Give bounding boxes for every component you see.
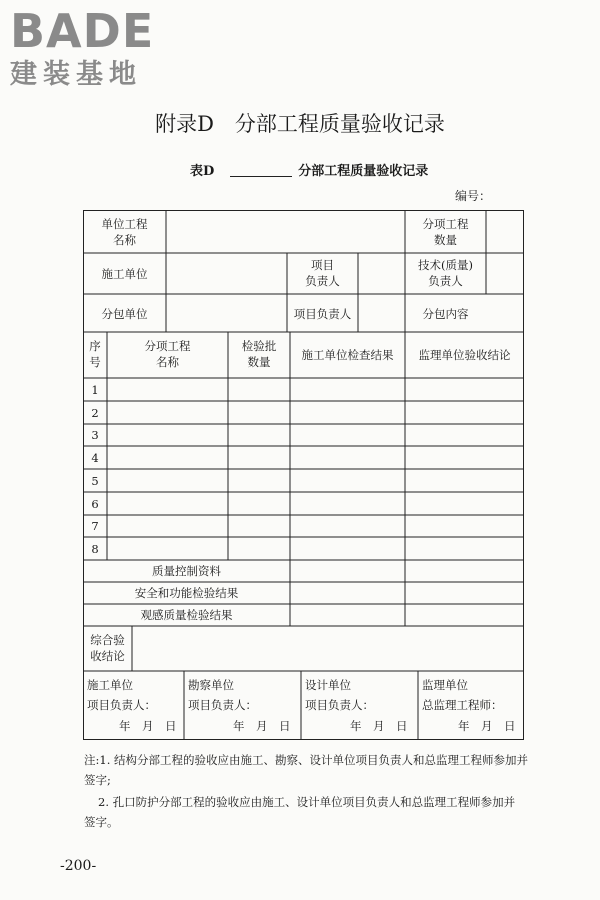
col-header-accept: 监理单位验收结论 xyxy=(418,348,511,362)
watermark-logo xyxy=(10,6,154,92)
sign-construction-date: 年 月 日 xyxy=(119,719,177,733)
label-conclusion: 综合验 收结论 xyxy=(90,633,125,663)
row-number: 7 xyxy=(91,519,99,533)
row-number: 6 xyxy=(91,497,99,511)
appendix-title: 附录D 分部工程质量验收记录 xyxy=(155,112,445,136)
label-subcontract-content: 分包内容 xyxy=(422,307,469,321)
sign-design-unit: 设计单位 xyxy=(305,678,351,692)
sign-construction-person: 项目负责人： xyxy=(87,698,156,712)
label-project-manager-2: 项目负责人 xyxy=(293,307,352,321)
label-sub-item-count: 分项工程 数量 xyxy=(422,217,469,247)
label-tech-manager: 技术(质量) 负责人 xyxy=(418,258,473,288)
table-title-suffix: 分部工程质量验收记录 xyxy=(298,164,429,179)
sign-design-date: 年 月 日 xyxy=(350,719,408,733)
row-number: 3 xyxy=(91,428,99,442)
sign-survey-date: 年 月 日 xyxy=(233,719,291,733)
label-subcontract-unit: 分包单位 xyxy=(101,307,148,321)
table-title-prefix: 表D xyxy=(190,164,215,179)
note-2: 2. 孔口防护分部工程的验收应由施工、设计单位项目负责人和总监理工程师参加并 签字。 xyxy=(84,795,516,829)
label-unit-project: 单位工程 名称 xyxy=(101,217,148,247)
sign-survey-person: 项目负责人： xyxy=(188,698,257,712)
page-number: -200- xyxy=(60,858,97,874)
logo-subtitle: 建装基地 xyxy=(10,59,142,90)
form-grid xyxy=(83,210,524,740)
label-construction-unit: 施工单位 xyxy=(101,267,148,281)
col-header-batch: 检验批 数量 xyxy=(241,339,277,369)
sign-supervision-date: 年 月 日 xyxy=(458,719,516,733)
inspection-form xyxy=(83,210,524,740)
summary-quality-docs: 质量控制资料 xyxy=(152,564,221,578)
sign-construction-unit: 施工单位 xyxy=(87,678,133,692)
row-number: 5 xyxy=(91,474,99,488)
row-number: 1 xyxy=(91,383,99,397)
sign-supervision-person: 总监理工程师： xyxy=(422,698,503,712)
col-header-no: 序 号 xyxy=(89,339,101,369)
sign-design-person: 项目负责人： xyxy=(305,698,374,712)
col-header-item: 分项工程 名称 xyxy=(144,339,191,369)
row-number: 2 xyxy=(91,406,99,420)
sign-supervision-unit: 监理单位 xyxy=(422,678,468,692)
summary-safety-function: 安全和功能检验结果 xyxy=(134,586,239,600)
col-header-check: 施工单位检查结果 xyxy=(301,348,394,362)
row-number: 8 xyxy=(91,542,99,556)
serial-number-label: 编号： xyxy=(455,189,492,203)
summary-appearance: 观感质量检验结果 xyxy=(140,608,233,622)
table-title-blank xyxy=(230,176,292,177)
sign-survey-unit: 勘察单位 xyxy=(188,678,234,692)
logo-brand: BADE xyxy=(10,4,155,58)
table-title xyxy=(190,160,428,179)
row-number: 4 xyxy=(91,451,99,465)
note-1: 注:1. 结构分部工程的验收应由施工、勘察、设计单位项目负责人和总监理工程师参加并 签字; xyxy=(84,753,528,787)
label-project-manager: 项目 负责人 xyxy=(305,258,340,288)
